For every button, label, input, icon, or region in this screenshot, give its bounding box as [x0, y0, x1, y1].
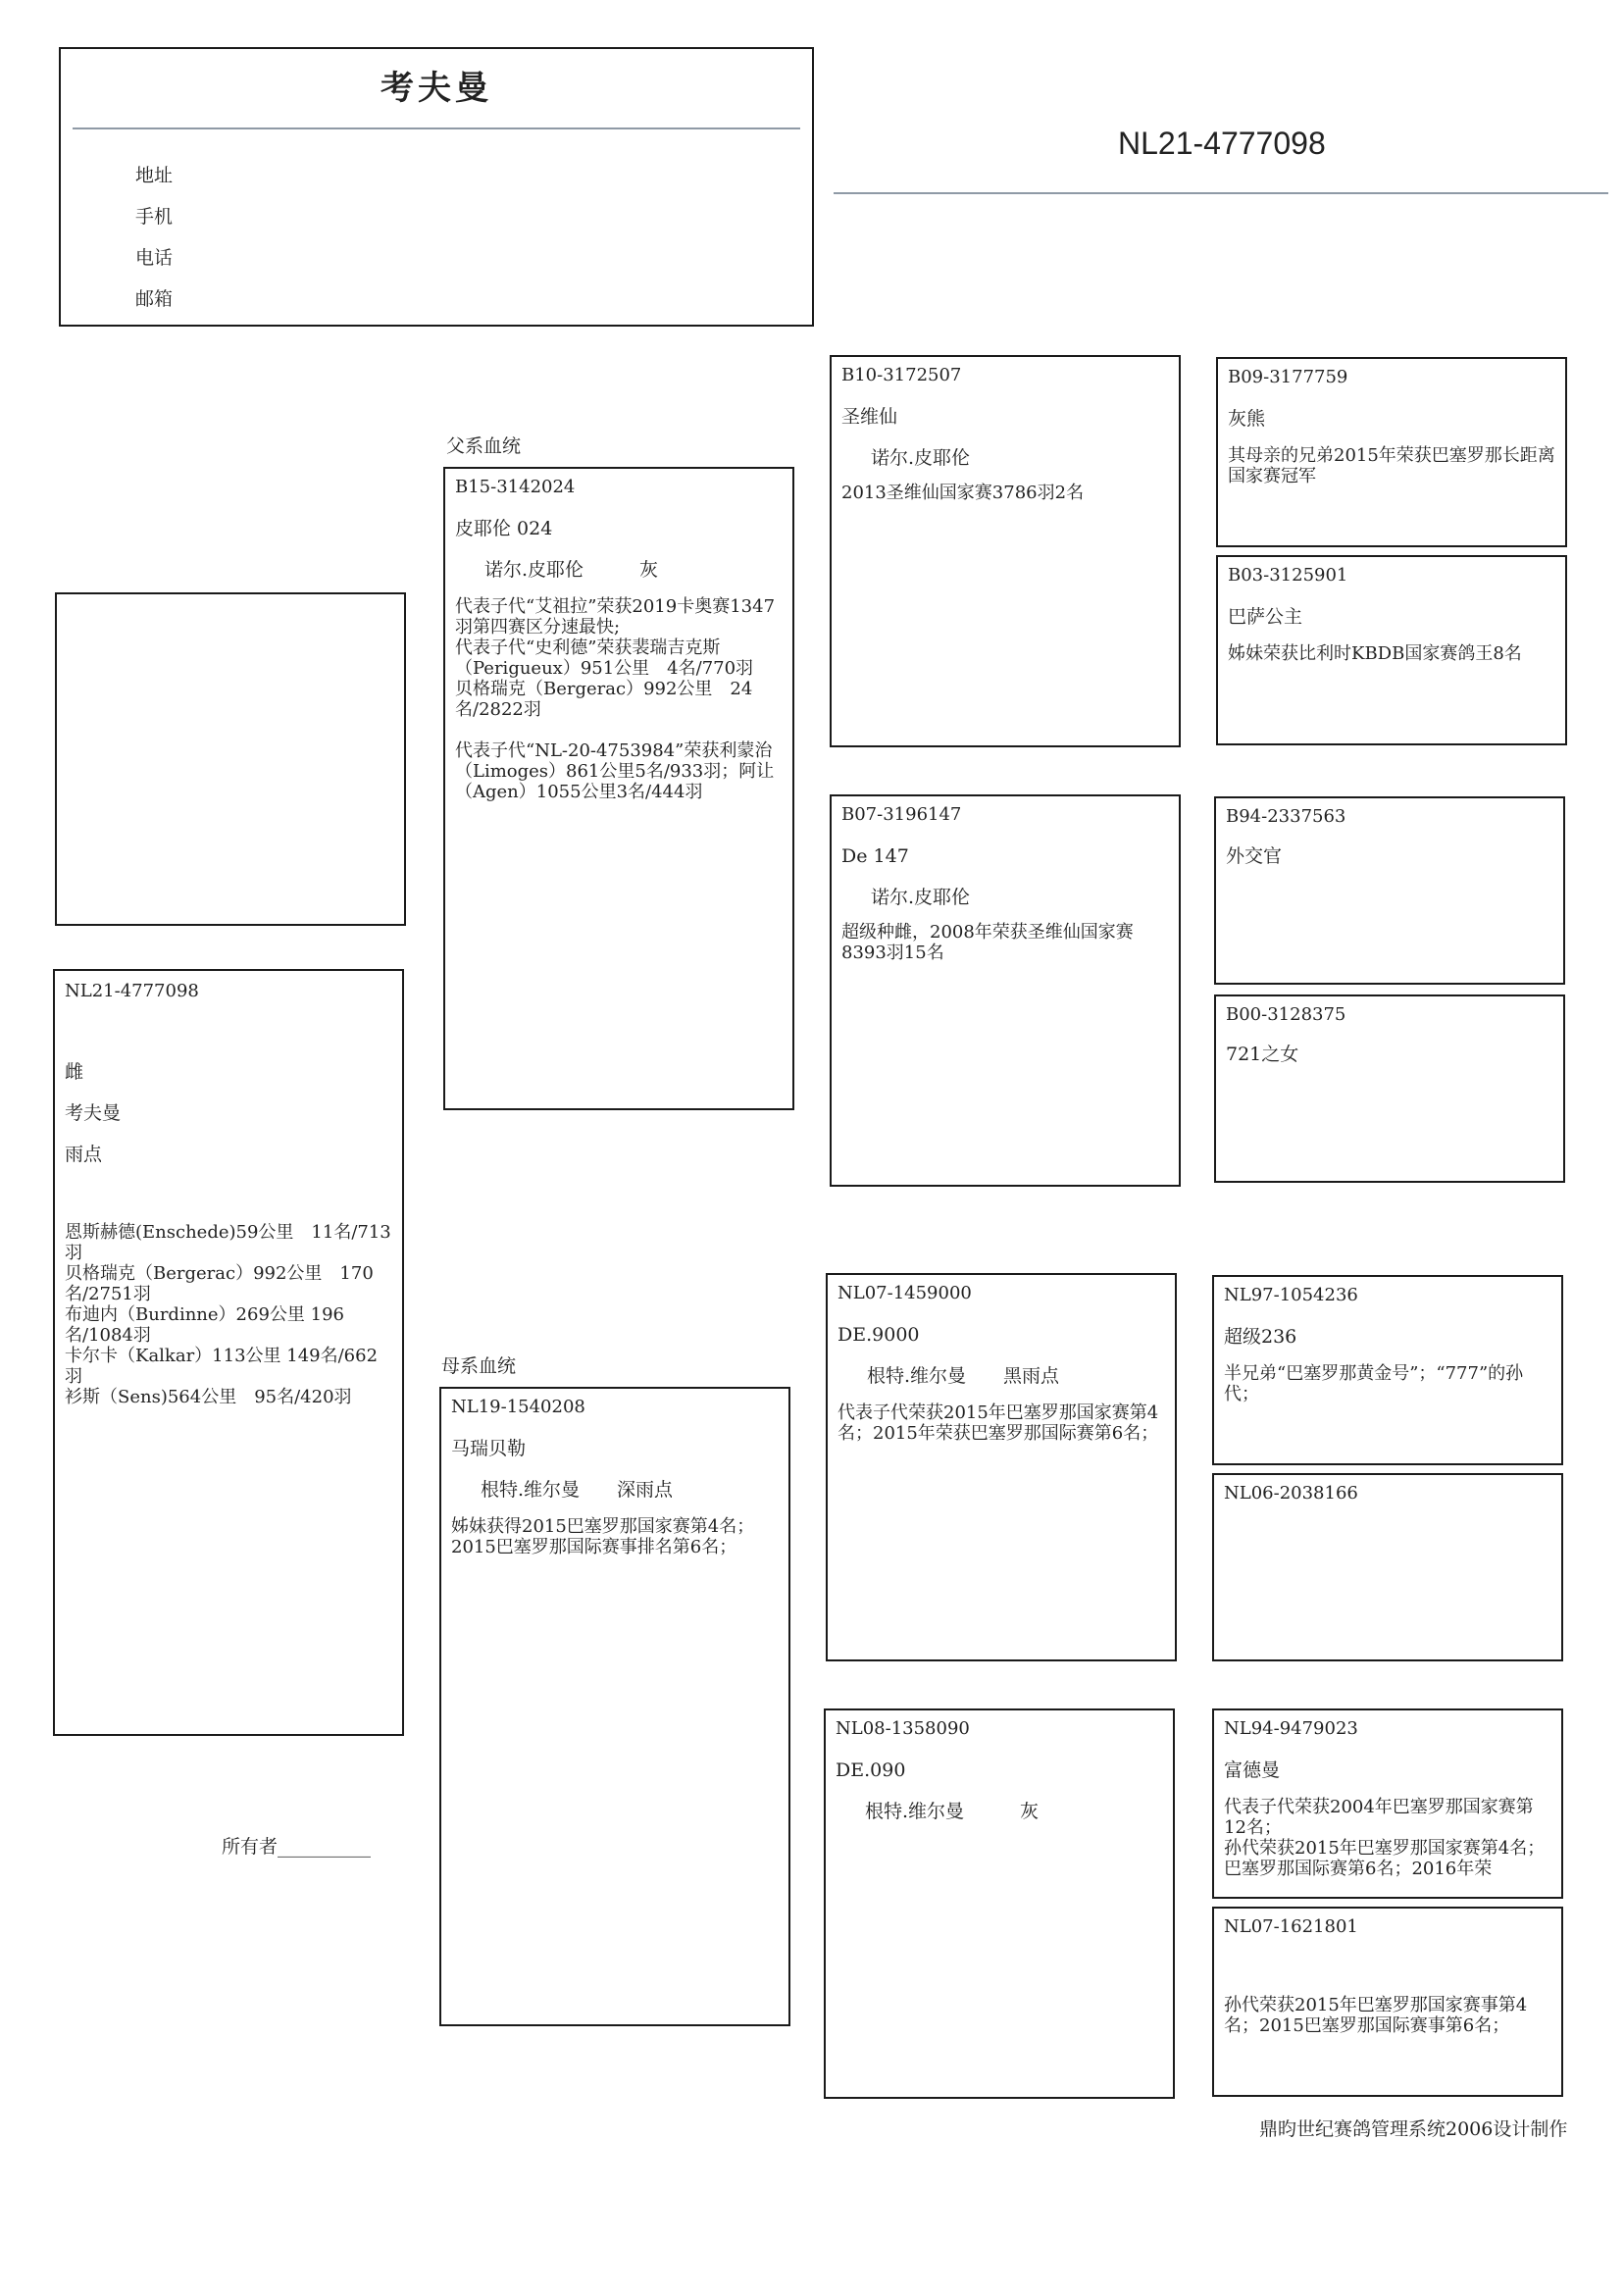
- ring-number-heading: NL21-4777098: [1118, 126, 1326, 161]
- ss-name: 圣维仙: [841, 406, 898, 428]
- dds-name: 富德曼: [1224, 1759, 1281, 1781]
- email-label: 邮箱: [135, 288, 174, 310]
- ss-breeder: 诺尔.皮耶伦: [871, 447, 971, 469]
- dam-dam-card: [824, 1708, 1175, 2099]
- sds-card: [1214, 796, 1565, 985]
- sire-notes: 代表子代“艾祖拉”荣获2019卡奥赛1347羽第四赛区分速最快; 代表子代“史利德”荣获裴瑞吉克斯（Perigueux）951公里 4名/770羽 贝格瑞克（Bergerac）992公里 24名/2822羽 代表子代“NL-20-4753984”荣获利蒙治（Limoges）861公里5名/933羽；阿让（Agen）1055公里3名/444羽: [455, 596, 776, 802]
- dd-name: DE.090: [836, 1759, 906, 1781]
- owner-signature-line: __________: [278, 1836, 372, 1858]
- subject-breeder: 考夫曼: [65, 1102, 122, 1124]
- sd-ring: B07-3196147: [841, 804, 962, 825]
- ddd-ring: NL07-1621801: [1224, 1916, 1358, 1937]
- phone-label: 电话: [135, 247, 174, 269]
- photo-box: [55, 592, 406, 926]
- sss-name: 灰熊: [1228, 408, 1266, 430]
- ss-notes: 2013圣维仙国家赛3786羽2名: [841, 483, 1085, 503]
- dss-card: [1212, 1275, 1563, 1465]
- sire-name: 皮耶伦 024: [455, 518, 553, 539]
- sds-name: 外交官: [1226, 845, 1283, 867]
- dd-ring: NL08-1358090: [836, 1718, 970, 1739]
- dsd-ring: NL06-2038166: [1224, 1483, 1358, 1504]
- ssd-card: [1216, 555, 1567, 745]
- sire-card: [443, 467, 794, 1110]
- sds-ring: B94-2337563: [1226, 806, 1346, 827]
- sdd-card: [1214, 994, 1565, 1183]
- sd-notes: 超级种雌，2008年荣获圣维仙国家赛8393羽15名: [841, 922, 1134, 963]
- ddd-card: [1212, 1907, 1563, 2097]
- subject-results: 恩斯赫德(Enschede)59公里 11名/713羽 贝格瑞克（Bergerac）992公里 170名/2751羽 布迪内（Burdinne）269公里 196名/1084羽 卡尔卡（Kalkar）113公里 149名/662羽 衫斯（Sens)564公里 95名/420羽: [65, 1222, 391, 1407]
- subject-sex: 雌: [65, 1061, 84, 1083]
- dam-name: 马瑞贝勒: [451, 1438, 527, 1459]
- sire-dam-card: [830, 794, 1181, 1187]
- dss-name: 超级236: [1224, 1326, 1297, 1348]
- mobile-label: 手机: [135, 206, 174, 228]
- ds-breeder-color: 根特.维尔曼 黑雨点: [867, 1365, 1060, 1387]
- dd-breeder-color: 根特.维尔曼 灰: [865, 1801, 1040, 1822]
- dds-card: [1212, 1708, 1563, 1899]
- dam-notes: 姊妹获得2015巴塞罗那国家赛第4名；2015巴塞罗那国际赛事排名第6名；: [451, 1516, 755, 1557]
- ssd-ring: B03-3125901: [1228, 565, 1348, 586]
- dsd-card: [1212, 1473, 1563, 1661]
- sdd-ring: B00-3128375: [1226, 1004, 1346, 1025]
- dam-card: [439, 1387, 790, 2026]
- sss-notes: 其母亲的兄弟2015年荣获巴塞罗那长距离国家赛冠军: [1228, 445, 1555, 486]
- owner-name: 考夫曼: [381, 69, 492, 108]
- ddd-notes: 孙代荣获2015年巴塞罗那国家赛事第4名；2015巴塞罗那国际赛事第6名；: [1224, 1995, 1528, 2036]
- ssd-notes: 姊妹荣获比利时KBDB国家赛鸽王8名: [1228, 643, 1522, 664]
- dam-sire-card: [826, 1273, 1177, 1661]
- ssd-name: 巴萨公主: [1228, 606, 1303, 628]
- divider: [73, 127, 800, 129]
- dam-line-label: 母系血统: [441, 1355, 517, 1377]
- heading-underline: [834, 192, 1608, 194]
- sss-card: [1216, 357, 1567, 547]
- subject-card: [53, 969, 404, 1736]
- dam-ring: NL19-1540208: [451, 1397, 585, 1417]
- sdd-name: 721之女: [1226, 1044, 1299, 1065]
- sd-breeder: 诺尔.皮耶伦: [871, 887, 971, 908]
- dds-notes: 代表子代荣获2004年巴塞罗那国家赛第12名； 孙代荣获2015年巴塞罗那国家赛第4名；巴塞罗那国际赛第6名；2016年荣: [1224, 1797, 1546, 1879]
- subject-color: 雨点: [65, 1144, 103, 1165]
- ds-ring: NL07-1459000: [837, 1283, 972, 1303]
- owner-info-box: [59, 47, 814, 327]
- dss-notes: 半兄弟“巴塞罗那黄金号”；“777”的孙代；: [1224, 1363, 1524, 1404]
- dds-ring: NL94-9479023: [1224, 1718, 1358, 1739]
- sd-name: De 147: [841, 845, 909, 867]
- dam-breeder-color: 根特.维尔曼 深雨点: [481, 1479, 674, 1501]
- sire-ring: B15-3142024: [455, 477, 576, 497]
- footer-credit: 鼎昀世纪赛鸽管理系统2006设计制作: [1259, 2118, 1568, 2140]
- sire-sire-card: [830, 355, 1181, 747]
- dss-ring: NL97-1054236: [1224, 1285, 1358, 1305]
- ds-name: DE.9000: [837, 1324, 920, 1346]
- owner-signature: [222, 1832, 371, 1859]
- sss-ring: B09-3177759: [1228, 367, 1348, 387]
- sire-breeder-color: 诺尔.皮耶伦 灰: [484, 559, 659, 581]
- owner-label: 所有者: [222, 1836, 279, 1858]
- sire-line-label: 父系血统: [446, 435, 522, 457]
- subject-ring: NL21-4777098: [65, 981, 199, 1001]
- ds-notes: 代表子代荣获2015年巴塞罗那国家赛第4名；2015年荣获巴塞罗那国际赛第6名；: [837, 1402, 1159, 1444]
- address-label: 地址: [135, 165, 174, 186]
- ss-ring: B10-3172507: [841, 365, 962, 385]
